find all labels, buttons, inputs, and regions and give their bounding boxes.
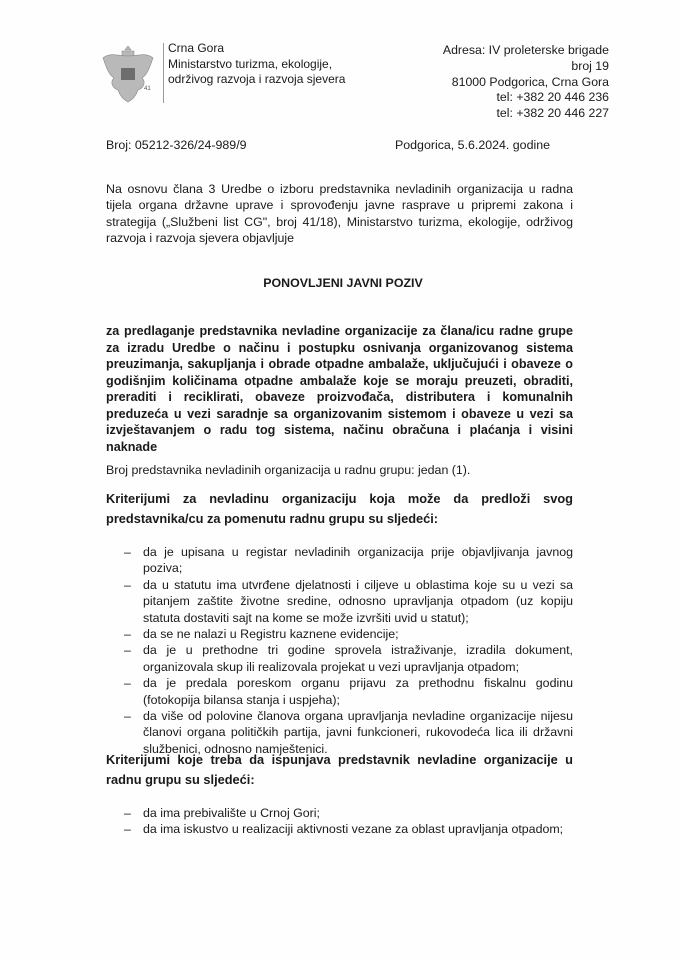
dash-bullet: – xyxy=(124,806,131,820)
item-text: da je predala poreskom organu prijavu za prethodnu fiskalnu godinu (fotokopija bilansa stanja i uspjeha); xyxy=(143,676,573,707)
list-item xyxy=(106,544,573,577)
address-line: Adresa: IV proleterske brigade xyxy=(442,43,609,57)
dash-bullet: – xyxy=(124,676,131,691)
dash-bullet: – xyxy=(124,643,131,658)
representative-count: Broj predstavnika nevladinih organizacija u radnu grupu: jedan (1). xyxy=(106,463,471,477)
svg-text:41: 41 xyxy=(144,86,151,92)
list-item xyxy=(106,821,573,837)
dash-bullet: – xyxy=(124,627,131,642)
org-criteria-heading: Kriterijumi za nevladinu organizaciju koja može da predloži svog predstavnika/cu za pomenutu radnu grupu su sljedeći: xyxy=(106,491,573,526)
reference-number: Broj: 05212-326/24-989/9 xyxy=(106,138,247,152)
document-title: PONOVLJENI JAVNI POZIV xyxy=(263,276,423,290)
phone-line: tel: +382 20 446 236 xyxy=(496,90,609,105)
item-text: da je u prethodne tri godine sprovela istraživanje, izradila dokument, organizovala skup ili realizovala projekat u vezi upravljanja otpadom; xyxy=(143,643,573,674)
dash-bullet: – xyxy=(124,577,131,592)
org-line: Crna Gora xyxy=(168,41,225,55)
item-text: da se ne nalazi u Registru kaznene evidencije; xyxy=(143,627,399,642)
item-text: da ima prebivalište u Crnoj Gori; xyxy=(143,806,320,820)
dash-bullet: – xyxy=(124,545,131,559)
list-item xyxy=(106,577,573,626)
place-date: Podgorica, 5.6.2024. godine xyxy=(395,138,551,152)
item-text: da ima iskustvo u realizaciji aktivnosti vezane za oblast upravljanja otpadom; xyxy=(143,822,564,837)
ministry-name xyxy=(168,41,345,88)
list-item xyxy=(106,626,573,642)
subject-paragraph: za predlaganje predstavnika nevladine organizacije za člana/icu radne grupe za izradu Uredbe o načinu i postupku osnivanja organizovanog sistema preuzimanja, sakupljanja i obrade otpadne ambalaže, uključujući i obaveze o godišnjim količinama otpadne ambalaže koje se moraju preuzeti, obraditi, preraditi i reciklirati, obaveze proizvođača, distributera i komunalnih preduzeća u vezi saradnje sa organizovanim sistemom i obaveze u vezi sa izvještavanjem o radu tog sistema, načinu obračuna i plaćanja i visini naknade xyxy=(106,324,573,454)
rep-criteria-heading: Kriterijumi koje treba da ispunjava predstavnik nevladine organizacije u radnu grupu su sljedeći: xyxy=(106,752,573,787)
list-item xyxy=(106,642,573,675)
address-block xyxy=(443,43,609,122)
dash-bullet: – xyxy=(124,822,131,837)
intro-paragraph: Na osnovu člana 3 Uredbe o izboru predstavnika nevladinih organizacija u radna tijela organa državne uprave i sprovođenju javne rasprave u pripremi zakona i strategija („Službeni list CG", broj 41/18), Ministarstvo turizma, ekologije, održivog razvoja i razvoja sjevera objavljuje xyxy=(106,182,573,246)
org-criteria-list xyxy=(106,544,573,757)
list-item xyxy=(106,805,573,821)
dash-bullet: – xyxy=(124,709,131,724)
item-text: da je upisana u registar nevladinih organizacija prije objavljivanja javnog poziva; xyxy=(143,545,573,576)
coat-of-arms-logo xyxy=(100,42,156,104)
rep-criteria-list xyxy=(106,805,573,838)
phone-line: tel: +382 20 446 227 xyxy=(496,106,609,121)
address-line: 81000 Podgorica, Crna Gora xyxy=(451,74,609,89)
item-text: da više od polovine članova organa upravljanja nevladine organizacije nijesu članovi organa političkih partija, javni funkcioneri, rukovodeća lica ili državni službenici, odnosno namještenici. xyxy=(143,709,573,756)
org-line: Ministarstvo turizma, ekologije, xyxy=(168,56,333,71)
item-text: da u statutu ima utvrđene djelatnosti i ciljeve u oblastima koje su u vezi sa pitanjem zaštite životne sredine, odnosno upravljanja otpadom (uz kopiju statuta dostaviti sajt na kome se može izvršiti uvid u statut); xyxy=(143,577,573,625)
org-line: održivog razvoja i razvoja sjevera xyxy=(168,72,346,86)
header-divider xyxy=(163,43,164,103)
address-line: broj 19 xyxy=(571,58,609,73)
list-item xyxy=(106,675,573,708)
